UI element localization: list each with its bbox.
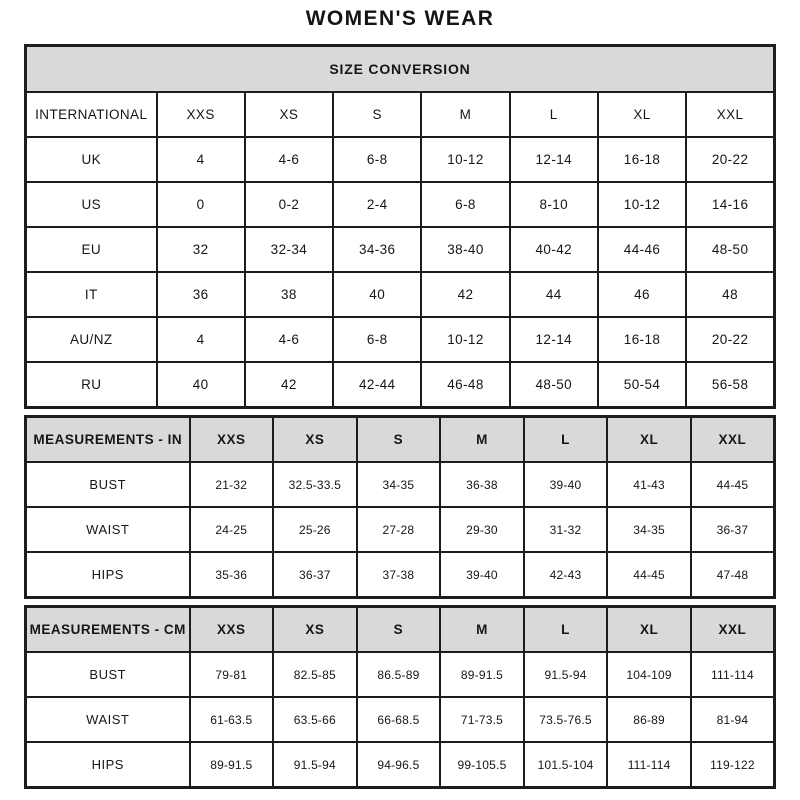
value-cell: 48-50 [686, 227, 774, 272]
table-row [26, 552, 775, 598]
size-column-header: XXL [686, 92, 774, 137]
value-cell: 10-12 [421, 317, 509, 362]
value-cell: 42 [421, 272, 509, 317]
row-label: BUST [26, 652, 190, 697]
size-conversion-banner: SIZE CONVERSION [26, 46, 775, 93]
page-title: WOMEN'S WEAR [305, 7, 495, 30]
size-column-header: XXS [190, 417, 274, 463]
size-column-header: L [524, 607, 608, 653]
value-cell: 73.5-76.5 [524, 697, 608, 742]
size-conversion-table [24, 44, 776, 409]
row-label: US [26, 182, 157, 227]
row-label: AU/NZ [26, 317, 157, 362]
size-column-header: XS [273, 417, 357, 463]
value-cell: 4-6 [245, 137, 333, 182]
value-cell: 27-28 [357, 507, 441, 552]
value-cell: 2-4 [333, 182, 421, 227]
measurements-cm-table [24, 605, 776, 789]
row-label: WAIST [26, 697, 190, 742]
value-cell: 32.5-33.5 [273, 462, 357, 507]
value-cell: 39-40 [524, 462, 608, 507]
row-label: WAIST [26, 507, 190, 552]
value-cell: 36 [157, 272, 245, 317]
table-row [26, 137, 775, 182]
row-label: EU [26, 227, 157, 272]
size-column-header: L [510, 92, 598, 137]
value-cell: 20-22 [686, 317, 774, 362]
value-cell: 99-105.5 [440, 742, 524, 788]
value-cell: 10-12 [598, 182, 686, 227]
value-cell: 21-32 [190, 462, 274, 507]
column-header-row [26, 417, 775, 463]
value-cell: 46 [598, 272, 686, 317]
value-cell: 31-32 [524, 507, 608, 552]
row-label: UK [26, 137, 157, 182]
value-cell: 36-38 [440, 462, 524, 507]
size-column-header: XL [607, 607, 691, 653]
row-label: HIPS [26, 742, 190, 788]
table-row [26, 182, 775, 227]
value-cell: 50-54 [598, 362, 686, 408]
row-label: BUST [26, 462, 190, 507]
size-column-header: XXL [691, 417, 775, 463]
size-column-header: M [421, 92, 509, 137]
value-cell: 39-40 [440, 552, 524, 598]
row-label: IT [26, 272, 157, 317]
value-cell: 48-50 [510, 362, 598, 408]
value-cell: 111-114 [691, 652, 775, 697]
value-cell: 32-34 [245, 227, 333, 272]
value-cell: 4-6 [245, 317, 333, 362]
column-header-row [26, 607, 775, 653]
value-cell: 91.5-94 [273, 742, 357, 788]
table-row [26, 272, 775, 317]
size-column-header: XXS [190, 607, 274, 653]
size-column-header: M [440, 607, 524, 653]
value-cell: 25-26 [273, 507, 357, 552]
value-cell: 29-30 [440, 507, 524, 552]
value-cell: 34-35 [357, 462, 441, 507]
value-cell: 32 [157, 227, 245, 272]
value-cell: 44 [510, 272, 598, 317]
value-cell: 40 [157, 362, 245, 408]
corner-header: MEASUREMENTS - CM [26, 607, 190, 653]
value-cell: 66-68.5 [357, 697, 441, 742]
table-row [26, 742, 775, 788]
banner-row [26, 46, 775, 93]
size-column-header: XXL [691, 607, 775, 653]
value-cell: 81-94 [691, 697, 775, 742]
value-cell: 10-12 [421, 137, 509, 182]
value-cell: 0-2 [245, 182, 333, 227]
value-cell: 91.5-94 [524, 652, 608, 697]
value-cell: 104-109 [607, 652, 691, 697]
row-label: HIPS [26, 552, 190, 598]
value-cell: 119-122 [691, 742, 775, 788]
value-cell: 8-10 [510, 182, 598, 227]
value-cell: 41-43 [607, 462, 691, 507]
row-label: RU [26, 362, 157, 408]
value-cell: 56-58 [686, 362, 774, 408]
value-cell: 63.5-66 [273, 697, 357, 742]
value-cell: 34-36 [333, 227, 421, 272]
value-cell: 94-96.5 [357, 742, 441, 788]
value-cell: 6-8 [421, 182, 509, 227]
size-column-header: XXS [157, 92, 245, 137]
size-column-header: S [357, 417, 441, 463]
value-cell: 61-63.5 [190, 697, 274, 742]
value-cell: 44-45 [691, 462, 775, 507]
value-cell: 42-43 [524, 552, 608, 598]
value-cell: 12-14 [510, 137, 598, 182]
value-cell: 47-48 [691, 552, 775, 598]
value-cell: 4 [157, 317, 245, 362]
table-row [26, 462, 775, 507]
table-row [26, 507, 775, 552]
value-cell: 82.5-85 [273, 652, 357, 697]
size-column-header: XL [598, 92, 686, 137]
value-cell: 89-91.5 [440, 652, 524, 697]
size-column-header: XL [607, 417, 691, 463]
size-column-header: S [357, 607, 441, 653]
value-cell: 101.5-104 [524, 742, 608, 788]
value-cell: 6-8 [333, 317, 421, 362]
value-cell: 44-46 [598, 227, 686, 272]
size-column-header: S [333, 92, 421, 137]
value-cell: 38-40 [421, 227, 509, 272]
value-cell: 36-37 [273, 552, 357, 598]
column-header-row [26, 92, 775, 137]
value-cell: 44-45 [607, 552, 691, 598]
value-cell: 86.5-89 [357, 652, 441, 697]
value-cell: 40-42 [510, 227, 598, 272]
table-row [26, 362, 775, 408]
table-row [26, 652, 775, 697]
value-cell: 86-89 [607, 697, 691, 742]
value-cell: 24-25 [190, 507, 274, 552]
size-column-header: XS [273, 607, 357, 653]
value-cell: 16-18 [598, 317, 686, 362]
value-cell: 38 [245, 272, 333, 317]
table-row [26, 697, 775, 742]
value-cell: 36-37 [691, 507, 775, 552]
table-row [26, 227, 775, 272]
value-cell: 14-16 [686, 182, 774, 227]
value-cell: 4 [157, 137, 245, 182]
value-cell: 35-36 [190, 552, 274, 598]
size-column-header: M [440, 417, 524, 463]
value-cell: 46-48 [421, 362, 509, 408]
value-cell: 48 [686, 272, 774, 317]
value-cell: 16-18 [598, 137, 686, 182]
value-cell: 40 [333, 272, 421, 317]
value-cell: 20-22 [686, 137, 774, 182]
value-cell: 71-73.5 [440, 697, 524, 742]
value-cell: 34-35 [607, 507, 691, 552]
value-cell: 0 [157, 182, 245, 227]
value-cell: 37-38 [357, 552, 441, 598]
size-column-header: XS [245, 92, 333, 137]
value-cell: 42 [245, 362, 333, 408]
value-cell: 79-81 [190, 652, 274, 697]
value-cell: 6-8 [333, 137, 421, 182]
corner-header: MEASUREMENTS - IN [26, 417, 190, 463]
value-cell: 111-114 [607, 742, 691, 788]
value-cell: 89-91.5 [190, 742, 274, 788]
measurements-in-table [24, 415, 776, 599]
value-cell: 12-14 [510, 317, 598, 362]
value-cell: 42-44 [333, 362, 421, 408]
table-row [26, 317, 775, 362]
size-column-header: L [524, 417, 608, 463]
corner-header: INTERNATIONAL [26, 92, 157, 137]
